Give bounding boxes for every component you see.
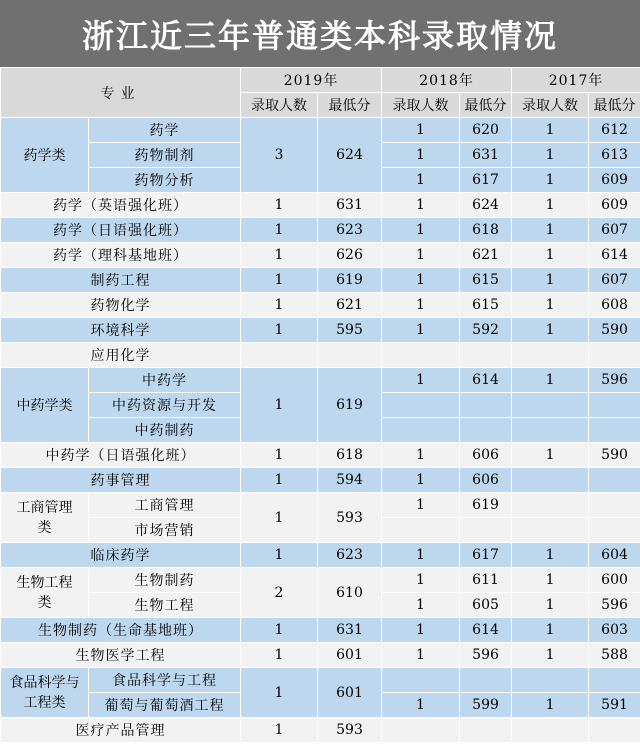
score-2018: 614 — [460, 618, 512, 643]
score-2017 — [589, 343, 640, 368]
major-name: 市场营销 — [89, 518, 241, 543]
score-2018: 619 — [460, 493, 512, 518]
score-2017 — [589, 718, 640, 743]
admission-table — [0, 67, 640, 743]
score-2018: 624 — [460, 193, 512, 218]
count-2019: 1 — [241, 718, 318, 743]
count-2019: 1 — [241, 543, 318, 568]
count-2018: 1 — [382, 318, 460, 343]
count-2019: 1 — [241, 668, 318, 718]
score-2017: 590 — [589, 318, 640, 343]
count-2017: 1 — [512, 143, 589, 168]
count-2018: 1 — [382, 568, 460, 593]
major-name: 药学 — [89, 118, 241, 143]
count-2018: 1 — [382, 168, 460, 193]
score-2018: 606 — [460, 443, 512, 468]
count-2018: 1 — [382, 368, 460, 393]
score-2017 — [589, 493, 640, 518]
count-2017: 1 — [512, 593, 589, 618]
count-2018 — [382, 418, 460, 443]
score-2019: 624 — [318, 118, 382, 193]
score-2019: 618 — [318, 443, 382, 468]
score-2017: 596 — [589, 593, 640, 618]
score-2018 — [460, 518, 512, 543]
major-name: 应用化学 — [1, 343, 241, 368]
score-2017: 614 — [589, 243, 640, 268]
count-2018 — [382, 668, 460, 693]
count-2018: 1 — [382, 243, 460, 268]
major-name: 食品科学与工程 — [89, 668, 241, 693]
score-2017 — [589, 668, 640, 693]
score-header: 最低分 — [589, 93, 640, 118]
major-name: 环境科学 — [1, 318, 241, 343]
count-2018: 1 — [382, 643, 460, 668]
count-2019: 1 — [241, 243, 318, 268]
score-2019: 595 — [318, 318, 382, 343]
score-2018: 620 — [460, 118, 512, 143]
major-name: 中药学（日语强化班） — [1, 443, 241, 468]
page-title: 浙江近三年普通类本科录取情况 — [0, 0, 640, 67]
count-2019: 2 — [241, 568, 318, 618]
major-name: 工商管理 — [89, 493, 241, 518]
table-row — [1, 668, 640, 693]
table-row — [1, 568, 640, 593]
score-2018: 606 — [460, 468, 512, 493]
count-2017: 1 — [512, 693, 589, 718]
score-2019: 626 — [318, 243, 382, 268]
count-2017: 1 — [512, 618, 589, 643]
score-2017 — [589, 393, 640, 418]
score-2017: 609 — [589, 193, 640, 218]
major-name: 中药资源与开发 — [89, 393, 241, 418]
count-2017 — [512, 343, 589, 368]
score-2017 — [589, 468, 640, 493]
count-2018: 1 — [382, 218, 460, 243]
count-2018: 1 — [382, 193, 460, 218]
score-2017: 604 — [589, 543, 640, 568]
score-2019: 619 — [318, 368, 382, 443]
table-row — [1, 343, 640, 368]
score-2017: 613 — [589, 143, 640, 168]
major-name: 药物制剂 — [89, 143, 241, 168]
count-2019: 1 — [241, 193, 318, 218]
count-2019: 1 — [241, 293, 318, 318]
table-row — [1, 643, 640, 668]
major-name: 临床药学 — [1, 543, 241, 568]
count-2019: 1 — [241, 218, 318, 243]
score-2017: 612 — [589, 118, 640, 143]
score-2019 — [318, 343, 382, 368]
score-2019: 593 — [318, 493, 382, 543]
score-2017: 609 — [589, 168, 640, 193]
table-row — [1, 468, 640, 493]
score-2018: 631 — [460, 143, 512, 168]
score-2017: 591 — [589, 693, 640, 718]
count-2017: 1 — [512, 268, 589, 293]
score-2019: 594 — [318, 468, 382, 493]
count-2017 — [512, 468, 589, 493]
count-2017 — [512, 518, 589, 543]
count-2018: 1 — [382, 468, 460, 493]
score-2018: 614 — [460, 368, 512, 393]
group-label: 中药学类 — [1, 368, 89, 443]
count-2019 — [241, 343, 318, 368]
score-2019: 601 — [318, 643, 382, 668]
count-2017: 1 — [512, 568, 589, 593]
group-label: 药学类 — [1, 118, 89, 193]
score-2018: 611 — [460, 568, 512, 593]
count-2017 — [512, 718, 589, 743]
score-2018: 617 — [460, 543, 512, 568]
count-2017 — [512, 393, 589, 418]
count-2017 — [512, 418, 589, 443]
count-2019: 3 — [241, 118, 318, 193]
table-row — [1, 543, 640, 568]
table-row — [1, 243, 640, 268]
major-name: 生物工程 — [89, 593, 241, 618]
count-2019: 1 — [241, 443, 318, 468]
score-2019: 593 — [318, 718, 382, 743]
count-2018: 1 — [382, 293, 460, 318]
table-row — [1, 368, 640, 393]
count-2017: 1 — [512, 443, 589, 468]
table-row — [1, 443, 640, 468]
table-row — [1, 118, 640, 143]
count-2018 — [382, 393, 460, 418]
major-name: 药学（日语强化班） — [1, 218, 241, 243]
count-2018: 1 — [382, 543, 460, 568]
score-2017: 588 — [589, 643, 640, 668]
count-2017: 1 — [512, 218, 589, 243]
count-2018: 1 — [382, 118, 460, 143]
score-2019: 610 — [318, 568, 382, 618]
table-row — [1, 318, 640, 343]
count-2019: 1 — [241, 468, 318, 493]
count-2018: 1 — [382, 143, 460, 168]
count-2018: 1 — [382, 493, 460, 518]
count-2017: 1 — [512, 243, 589, 268]
group-label: 食品科学与工程类 — [1, 668, 89, 718]
count-header: 录取人数 — [382, 93, 460, 118]
score-2018: 621 — [460, 243, 512, 268]
count-2017 — [512, 493, 589, 518]
group-label: 工商管理类 — [1, 493, 89, 543]
count-2017: 1 — [512, 118, 589, 143]
score-2017: 607 — [589, 268, 640, 293]
table-row — [1, 218, 640, 243]
table-row — [1, 193, 640, 218]
count-2017: 1 — [512, 168, 589, 193]
count-2017: 1 — [512, 293, 589, 318]
count-2018 — [382, 518, 460, 543]
major-name: 药物化学 — [1, 293, 241, 318]
score-2018: 617 — [460, 168, 512, 193]
major-name: 中药学 — [89, 368, 241, 393]
major-name: 生物医学工程 — [1, 643, 241, 668]
major-name: 药物分析 — [89, 168, 241, 193]
count-2017: 1 — [512, 643, 589, 668]
count-2017: 1 — [512, 543, 589, 568]
score-2019: 621 — [318, 293, 382, 318]
score-2018 — [460, 393, 512, 418]
major-header: 专业 — [1, 68, 241, 118]
count-2018 — [382, 718, 460, 743]
score-2019: 631 — [318, 618, 382, 643]
score-2019: 619 — [318, 268, 382, 293]
score-2017: 590 — [589, 443, 640, 468]
score-2018: 618 — [460, 218, 512, 243]
score-2017: 607 — [589, 218, 640, 243]
count-header: 录取人数 — [512, 93, 589, 118]
count-header: 录取人数 — [241, 93, 318, 118]
count-2017: 1 — [512, 368, 589, 393]
year-2018-header: 2018年 — [382, 68, 512, 93]
score-2018 — [460, 418, 512, 443]
score-2018: 615 — [460, 293, 512, 318]
count-2019: 1 — [241, 368, 318, 443]
count-2018: 1 — [382, 443, 460, 468]
count-2018: 1 — [382, 593, 460, 618]
count-2018: 1 — [382, 693, 460, 718]
count-2018: 1 — [382, 268, 460, 293]
count-2018 — [382, 343, 460, 368]
major-name: 葡萄与葡萄酒工程 — [89, 693, 241, 718]
count-2018: 1 — [382, 618, 460, 643]
year-2019-header: 2019年 — [241, 68, 382, 93]
major-name: 中药制药 — [89, 418, 241, 443]
major-name: 医疗产品管理 — [1, 718, 241, 743]
score-2017: 603 — [589, 618, 640, 643]
score-2018: 615 — [460, 268, 512, 293]
table-row — [1, 268, 640, 293]
score-2019: 601 — [318, 668, 382, 718]
score-2017: 608 — [589, 293, 640, 318]
major-name: 生物制药 — [89, 568, 241, 593]
score-2018: 599 — [460, 693, 512, 718]
group-label: 生物工程类 — [1, 568, 89, 618]
score-2018: 592 — [460, 318, 512, 343]
score-header: 最低分 — [460, 93, 512, 118]
major-name: 药学（英语强化班） — [1, 193, 241, 218]
count-2019: 1 — [241, 268, 318, 293]
table-row — [1, 293, 640, 318]
score-2017 — [589, 418, 640, 443]
score-2019: 623 — [318, 543, 382, 568]
score-2019: 631 — [318, 193, 382, 218]
major-name: 生物制药（生命基地班） — [1, 618, 241, 643]
score-2017 — [589, 518, 640, 543]
score-2019: 623 — [318, 218, 382, 243]
score-2018 — [460, 668, 512, 693]
score-2018 — [460, 343, 512, 368]
table-row — [1, 618, 640, 643]
score-header: 最低分 — [318, 93, 382, 118]
table-row — [1, 718, 640, 743]
count-2019: 1 — [241, 493, 318, 543]
count-2017: 1 — [512, 318, 589, 343]
score-2018: 605 — [460, 593, 512, 618]
major-name: 药事管理 — [1, 468, 241, 493]
score-2018: 596 — [460, 643, 512, 668]
count-2017 — [512, 668, 589, 693]
count-2019: 1 — [241, 318, 318, 343]
count-2019: 1 — [241, 618, 318, 643]
score-2018 — [460, 718, 512, 743]
count-2019: 1 — [241, 643, 318, 668]
score-2017: 596 — [589, 368, 640, 393]
major-name: 制药工程 — [1, 268, 241, 293]
count-2017: 1 — [512, 193, 589, 218]
score-2017: 600 — [589, 568, 640, 593]
table-row — [1, 493, 640, 518]
year-2017-header: 2017年 — [512, 68, 640, 93]
major-name: 药学（理科基地班） — [1, 243, 241, 268]
